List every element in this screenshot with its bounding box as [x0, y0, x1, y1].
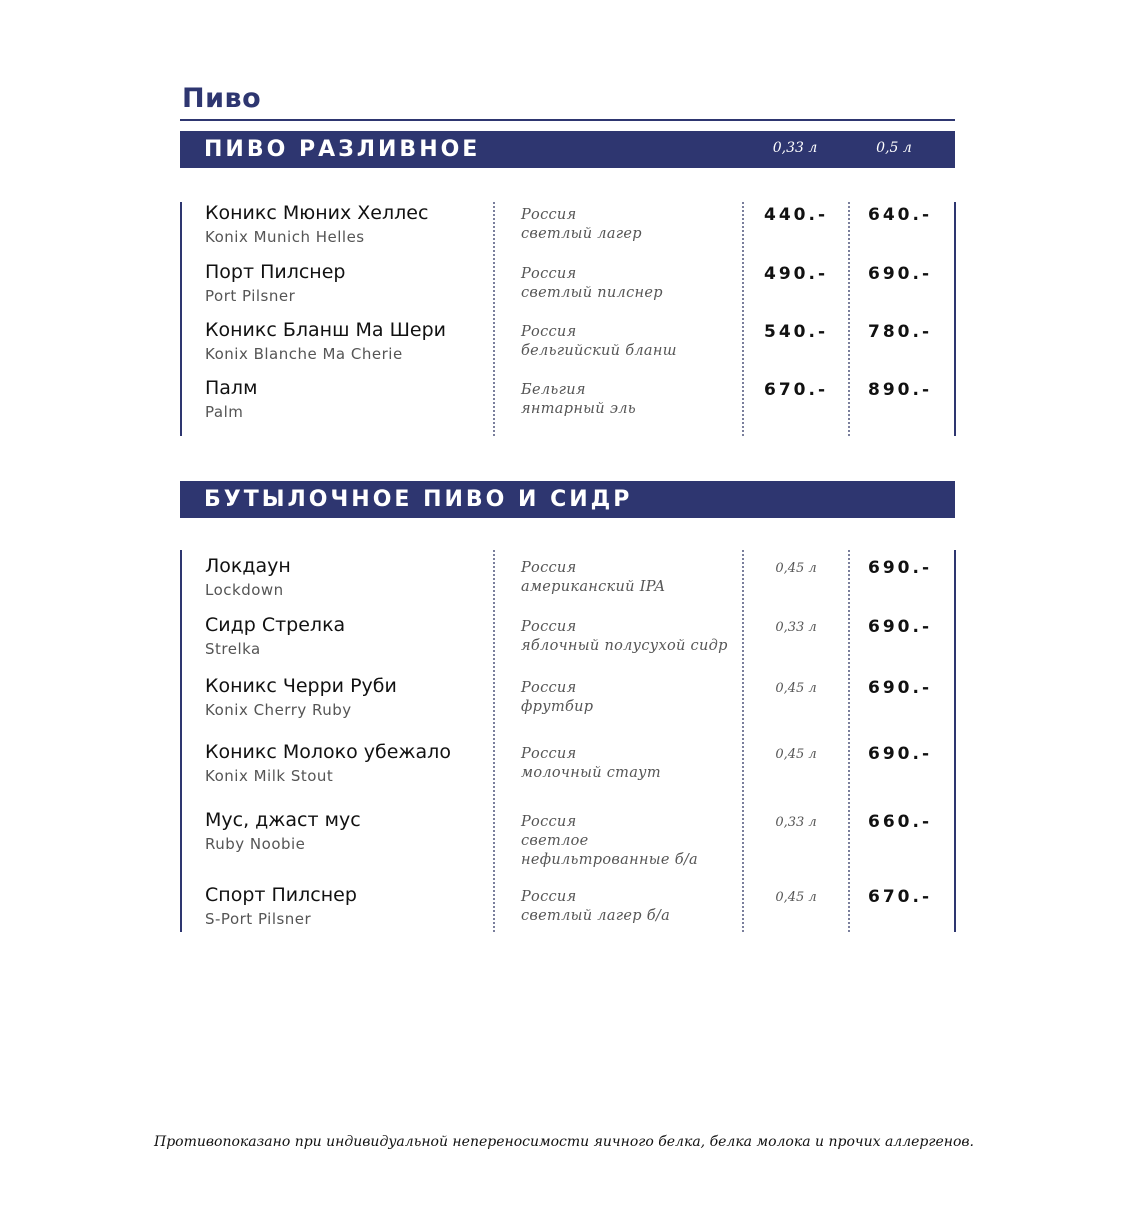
item-price-05: 690.-	[868, 264, 932, 284]
item-volume: 0,33 л	[775, 815, 817, 830]
item-name-en: Palm	[205, 403, 244, 421]
item-name-ru: Палм	[205, 377, 258, 399]
item-price: 690.-	[868, 617, 932, 637]
item-style: светлый лагер	[521, 226, 642, 242]
section-header-bottled	[180, 481, 955, 518]
item-name-ru: Коникс Бланш Ма Шери	[205, 319, 447, 341]
item-country: Россия	[521, 680, 577, 696]
bottled-list	[180, 550, 956, 932]
item-description	[521, 559, 741, 597]
item-description	[521, 813, 741, 870]
item-volume: 0,45 л	[775, 561, 817, 576]
item-style: яблочный полусухой сидр	[521, 638, 728, 654]
divider-dotted	[493, 202, 495, 436]
item-description	[521, 323, 741, 361]
item-price-05: 780.-	[868, 322, 932, 342]
draft-list	[180, 202, 956, 436]
column-header-033: 0,33 л	[772, 140, 818, 156]
item-price-033: 540.-	[764, 322, 828, 342]
item-country: Россия	[521, 889, 577, 905]
item-name-en: Port Pilsner	[205, 287, 296, 305]
left-border	[180, 550, 182, 932]
item-price-033: 440.-	[764, 205, 828, 225]
divider-dotted	[742, 550, 744, 932]
item-style: светлый лагер б/а	[521, 908, 671, 924]
item-price: 670.-	[868, 887, 932, 907]
item-style: американский IPA	[521, 579, 666, 595]
section-title-draft: ПИВО РАЗЛИВНОЕ	[204, 137, 481, 162]
item-description	[521, 888, 741, 926]
item-price: 660.-	[868, 812, 932, 832]
item-style: светлое нефильтрованные б/а	[521, 833, 698, 868]
item-price-05: 890.-	[868, 380, 932, 400]
item-name-en: Konix Blanche Ma Cherie	[205, 345, 403, 363]
section-header-draft	[180, 131, 955, 168]
item-name-en: Konix Cherry Ruby	[205, 701, 352, 719]
item-country: Бельгия	[521, 382, 586, 398]
item-name-en: Konix Munich Helles	[205, 228, 365, 246]
item-country: Россия	[521, 619, 577, 635]
item-description	[521, 679, 741, 717]
item-name-ru: Коникс Мюних Хеллес	[205, 202, 429, 224]
item-country: Россия	[521, 324, 577, 340]
item-country: Россия	[521, 266, 577, 282]
item-style: молочный стаут	[521, 765, 661, 781]
item-name-en: Strelka	[205, 640, 261, 658]
item-name-ru: Коникс Черри Руби	[205, 675, 397, 697]
item-country: Россия	[521, 746, 577, 762]
item-country: Россия	[521, 207, 577, 223]
item-name-ru: Спорт Пилснер	[205, 884, 357, 906]
item-name-ru: Коникс Молоко убежало	[205, 741, 451, 763]
divider-dotted	[493, 550, 495, 932]
item-price: 690.-	[868, 678, 932, 698]
title-divider	[180, 119, 955, 121]
item-name-en: Konix Milk Stout	[205, 767, 334, 785]
item-price: 690.-	[868, 558, 932, 578]
item-name-ru: Локдаун	[205, 555, 291, 577]
item-country: Россия	[521, 560, 577, 576]
left-border	[180, 202, 182, 436]
item-style: фрутбир	[521, 699, 594, 715]
item-description	[521, 381, 741, 419]
item-description	[521, 745, 741, 783]
item-name-en: S-Port Pilsner	[205, 910, 312, 928]
item-volume: 0,33 л	[775, 620, 817, 635]
allergen-disclaimer: Противопоказано при индивидуальной непереносимости яичного белка, белка молока и прочих аллергенов.	[154, 1134, 974, 1150]
page-title: Пиво	[182, 83, 262, 114]
item-volume: 0,45 л	[775, 747, 817, 762]
item-volume: 0,45 л	[775, 890, 817, 905]
item-style: светлый пилснер	[521, 285, 663, 301]
item-style: бельгийский бланш	[521, 343, 677, 359]
item-price-033: 670.-	[764, 380, 828, 400]
item-price-05: 640.-	[868, 205, 932, 225]
column-header-05: 0,5 л	[876, 140, 912, 156]
section-title-bottled: БУТЫЛОЧНОЕ ПИВО И СИДР	[204, 487, 633, 512]
item-name-en: Lockdown	[205, 581, 284, 599]
right-border	[954, 550, 956, 932]
item-name-en: Ruby Noobie	[205, 835, 306, 853]
item-description	[521, 618, 741, 656]
item-price: 690.-	[868, 744, 932, 764]
item-country: Россия	[521, 814, 577, 830]
item-volume: 0,45 л	[775, 681, 817, 696]
divider-dotted	[848, 550, 850, 932]
item-price-033: 490.-	[764, 264, 828, 284]
item-description	[521, 206, 741, 244]
right-border	[954, 202, 956, 436]
item-name-ru: Мус, джаст мус	[205, 809, 361, 831]
divider-dotted	[742, 202, 744, 436]
divider-dotted	[848, 202, 850, 436]
item-name-ru: Порт Пилснер	[205, 261, 346, 283]
item-name-ru: Сидр Стрелка	[205, 614, 346, 636]
item-description	[521, 265, 741, 303]
item-style: янтарный эль	[521, 401, 636, 417]
